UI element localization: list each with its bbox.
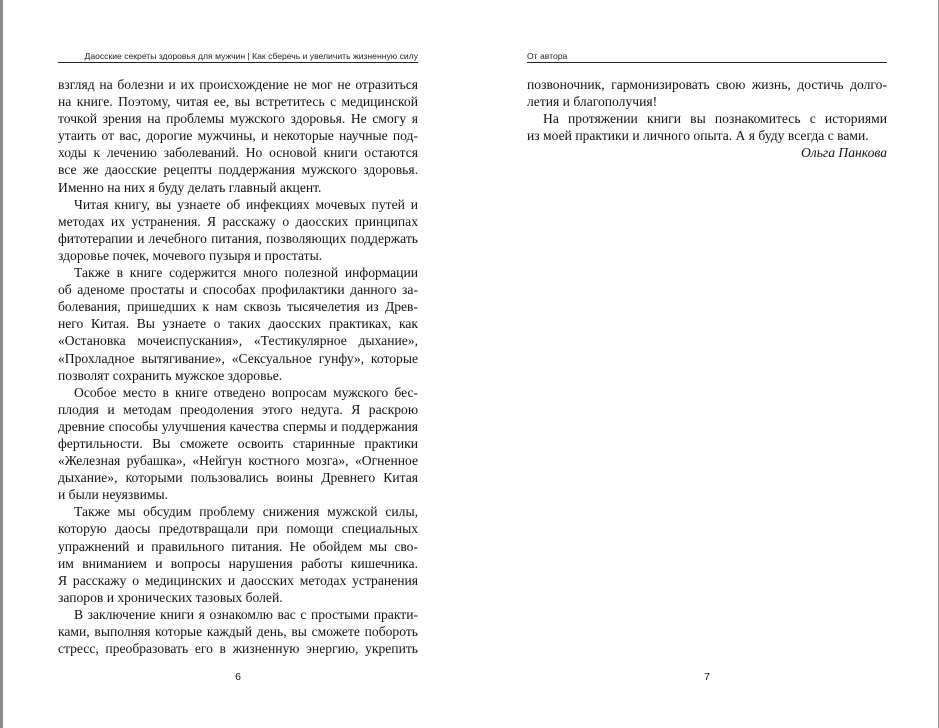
text-line: все же даосские рецепты поддержания мужского здоровья.: [58, 162, 418, 178]
text-line: него Китая. Вы узнаете о таких даосских практиках, как: [58, 316, 418, 332]
paragraph: [58, 76, 418, 196]
text-line: и были неуязвимы.: [58, 487, 169, 503]
text-line: фертильности. Вы сможете освоить старинные практики: [58, 435, 418, 451]
text-line: фитотерапии и лечебного питания, позволяющих поддержать: [58, 230, 418, 246]
text-line: упражнений и правильного питания. Не обойдем мы сво-: [58, 538, 418, 554]
text-line: из моей практики и личного опыта. А я буду всегда с вами.: [527, 128, 869, 144]
paragraph: [527, 76, 887, 110]
text-line: взгляд на болезни и их происхождение не мог не отразиться: [58, 77, 418, 92]
text-line: летия и благополучия!: [527, 94, 658, 110]
text-line: Читая книгу, вы узнаете об инфекциях мочевых путей и: [74, 196, 418, 212]
text-line: позволят сохранить мужское здоровье.: [58, 367, 283, 383]
text-line: утаить от вас, дорогие мужчины, и некоторые научные под-: [58, 128, 418, 144]
paragraph: [58, 503, 418, 606]
text-line: стресс, преобразовать его в жизненную энергию, укрепить: [58, 641, 418, 657]
left-page-number: 6: [235, 671, 241, 683]
text-line: Также в книге содержится много полезной информации: [74, 265, 418, 281]
paragraph: [58, 264, 418, 384]
left-page: [58, 0, 418, 728]
text-line: болевания, пришедших к нам сквозь тысячелетия из Древ-: [58, 299, 418, 315]
left-page-body: [58, 76, 418, 657]
text-line: Также мы обсудим проблему снижения мужской силы,: [74, 504, 418, 520]
text-line: В заключение книги я ознакомлю вас с простыми практи-: [74, 606, 418, 622]
text-line: дыхание», которыми пользовались воины Древнего Китая: [58, 470, 418, 486]
right-page-number: 7: [704, 671, 710, 683]
text-line: «Прохладное вытягивание», «Сексуальное гунфу», которые: [58, 350, 418, 366]
paragraph: [58, 384, 418, 504]
right-page-body: [527, 76, 887, 161]
paragraph: [58, 196, 418, 264]
text-line: об аденоме простаты и способах профилактики данного за-: [58, 282, 418, 298]
left-page-edge: [0, 0, 3, 728]
left-running-header: Даосские секреты здоровья для мужчин | Как сберечь и увеличить жизненную силу: [58, 50, 418, 63]
text-line: ками, выполняя которые каждый день, вы сможете побороть: [58, 624, 418, 639]
text-line: ходы к лечению заболеваний. Но основой книги остаются: [58, 145, 418, 161]
text-line: на книге. Поэтому, читая ее, вы встретитесь с медицинской: [58, 94, 418, 110]
right-running-header: От автора: [527, 50, 887, 63]
text-line: На протяжении книги вы познакомитесь с историями: [543, 111, 887, 127]
text-line: здоровье почек, мочевого пузыря и простаты.: [58, 247, 323, 263]
text-line: плодия и методам преодоления этого недуга. Я раскрою: [58, 401, 418, 417]
text-line: методах их устранения. Я расскажу о даосских принципах: [58, 213, 418, 229]
text-line: «Остановка мочеиспускания», «Тестикулярное дыхание»,: [58, 333, 418, 349]
paragraph: [527, 110, 887, 144]
text-line: Я расскажу о медицинских и даосских методах устранения: [58, 572, 418, 588]
text-line: им вниманием и вопросы нарушения работы кишечника.: [58, 555, 418, 571]
text-line: Именно на них я буду делать главный акцент.: [58, 179, 322, 195]
text-line: Особое место в книге отведено вопросам мужского бес-: [74, 384, 418, 400]
text-line: древние способы улучшения качества спермы и поддержания: [58, 418, 418, 434]
text-line: позвоночник, гармонизировать свою жизнь, достичь долго-: [527, 77, 887, 92]
paragraph: [58, 606, 418, 657]
text-line: которую даосы предотвращали при помощи специальных: [58, 521, 418, 537]
text-line: запоров и хронических тазовых болей.: [58, 589, 283, 605]
right-page: [527, 0, 887, 728]
author-signature: Ольга Панкова: [800, 145, 887, 161]
text-line: точкой зрения на проблемы мужского здоровья. Не смогу я: [58, 111, 418, 127]
text-line: «Железная рубашка», «Нейгун костного мозга», «Огненное: [58, 453, 418, 469]
